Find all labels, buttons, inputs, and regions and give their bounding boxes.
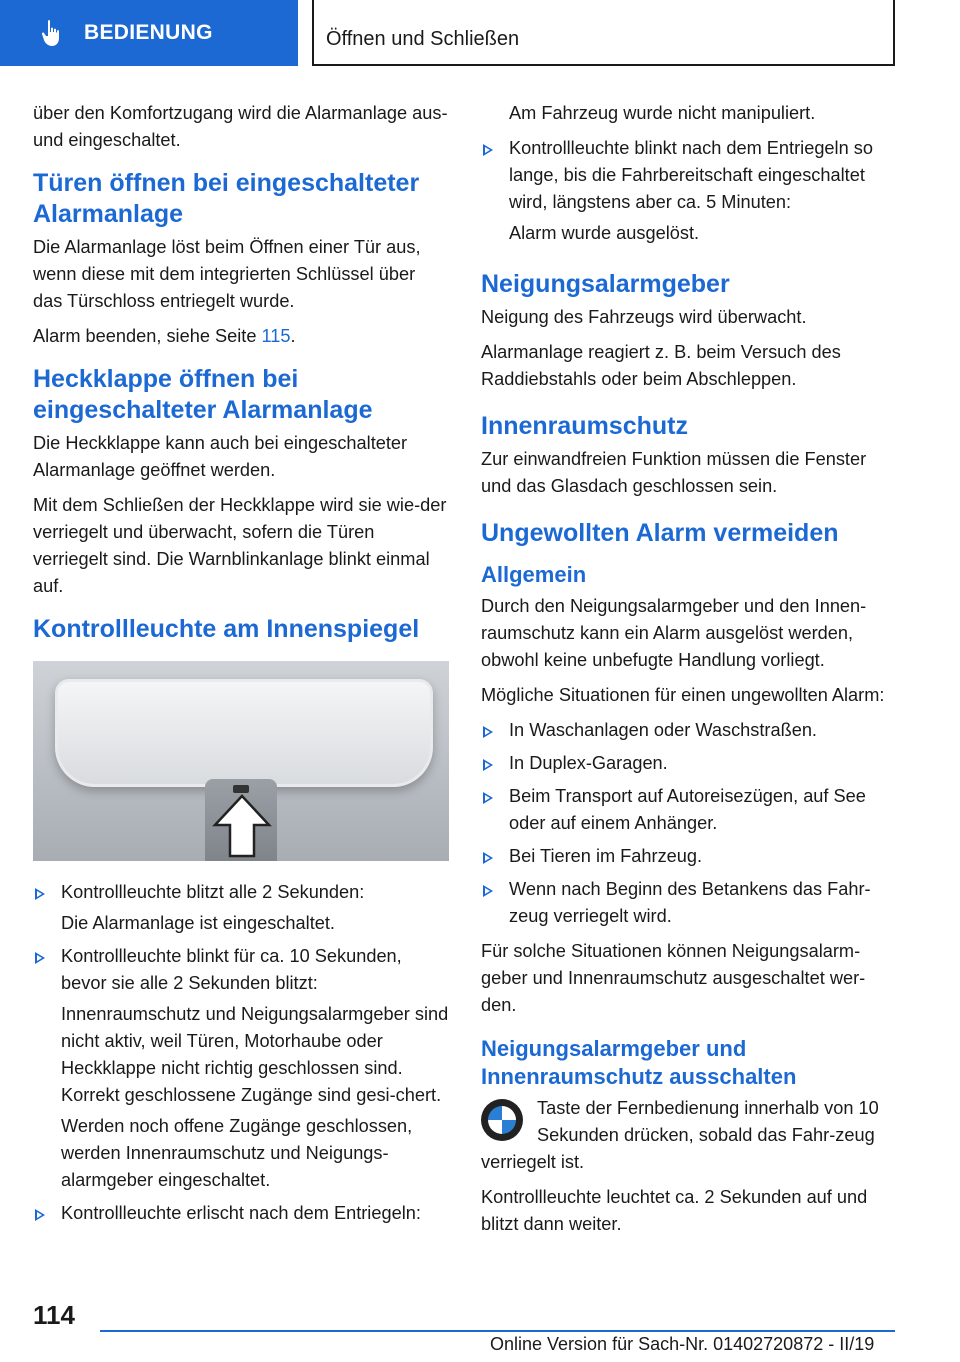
paragraph: Mit dem Schließen der Heckklappe wird sie wie-der verriegelt und überwacht, sofern die Türen verriegelt sind. Die Warnblinkanlage blinkt einmal auf. bbox=[33, 495, 447, 596]
list-item bbox=[33, 1200, 449, 1227]
paragraph: Kontrollleuchte leuchtet ca. 2 Sekunden auf und blitzt dann weiter. bbox=[481, 1187, 868, 1234]
section-title: Öffnen und Schließen bbox=[326, 28, 520, 50]
heading-indicator-mirror: Kontrollleuchte am Innenspiegel bbox=[33, 615, 420, 643]
hand-pointer-icon bbox=[40, 19, 64, 47]
item-text: In Duplex-Garagen. bbox=[509, 753, 668, 773]
page-link-115[interactable]: 115 bbox=[261, 326, 291, 346]
mirror-glass bbox=[55, 679, 433, 787]
chapter-tab bbox=[0, 0, 298, 66]
paragraph: Alarmanlage reagiert z. B. beim Versuch des Raddiebstahls oder beim Abschleppen. bbox=[481, 342, 841, 389]
list-item bbox=[481, 843, 895, 870]
footer-version: Online Version für Sach-Nr. 01402720872 - II/19 bbox=[490, 1334, 875, 1354]
indicator-list-cont bbox=[481, 135, 895, 247]
heading-doors-open: Türen öffnen bei eingeschalteter Alarmanlage bbox=[33, 169, 420, 228]
subheading-general: Allgemein bbox=[481, 562, 587, 587]
triangle-bullet-icon bbox=[483, 885, 493, 897]
item-text: Beim Transport auf Autoreisezügen, auf See oder auf einem Anhänger. bbox=[509, 786, 866, 833]
key-instruction: Taste der Fernbedienung innerhalb von 10 Sekunden drücken, sobald das Fahr-zeug verriegelt ist. bbox=[481, 1098, 879, 1172]
list-item bbox=[481, 783, 895, 837]
triangle-bullet-icon bbox=[35, 888, 45, 900]
list-item bbox=[481, 135, 895, 247]
heading-tailgate-open: Heckklappe öffnen bei eingeschalteter Alarmanlage bbox=[33, 365, 373, 424]
right-column bbox=[481, 100, 895, 1246]
mirror-illustration bbox=[33, 661, 449, 861]
paragraph: Mögliche Situationen für einen ungewollten Alarm: bbox=[481, 685, 885, 705]
header-divider bbox=[312, 0, 314, 66]
list-item bbox=[33, 879, 449, 937]
item-text: Kontrollleuchte blinkt für ca. 10 Sekunden, bevor sie alle 2 Sekunden blitzt: bbox=[61, 946, 402, 993]
paragraph: Durch den Neigungsalarmgeber und den Innen-raumschutz kann ein Alarm ausgelöst werden, obwohl keine unbefugte Handlung vorliegt. bbox=[481, 596, 867, 670]
item-text: Bei Tieren im Fahrzeug. bbox=[509, 846, 703, 866]
arrow-up-icon bbox=[211, 793, 273, 859]
item-text: In Waschanlagen oder Waschstraßen. bbox=[509, 720, 817, 740]
item-result: Die Alarmanlage ist eingeschaltet. bbox=[61, 913, 335, 933]
chapter-label: BEDIENUNG bbox=[84, 21, 213, 44]
item-result: Werden noch offene Zugänge geschlossen, werden Innenraumschutz und Neigungs-alarmgeber eingeschaltet. bbox=[61, 1116, 413, 1190]
paragraph: Für solche Situationen können Neigungsalarm-geber und Innenraumschutz ausgeschaltet wer-den. bbox=[481, 941, 866, 1015]
header-underline bbox=[312, 64, 895, 66]
indicator-list bbox=[33, 879, 449, 1227]
heading-tilt-sensor: Neigungsalarmgeber bbox=[481, 270, 730, 298]
triangle-bullet-icon bbox=[35, 952, 45, 964]
list-item bbox=[33, 943, 449, 1194]
paragraph-remote-key bbox=[481, 1095, 895, 1176]
paragraph: Neigung des Fahrzeugs wird überwacht. bbox=[481, 307, 807, 327]
bmw-logo-key-icon bbox=[481, 1099, 523, 1141]
paragraph: Zur einwandfreien Funktion müssen die Fenster und das Glasdach geschlossen sein. bbox=[481, 449, 867, 496]
heading-interior-protection: Innenraumschutz bbox=[481, 412, 688, 440]
item-text: Kontrollleuchte blinkt nach dem Entriegeln so lange, bis die Fahrbereitschaft eingeschaltet wird, längstens aber ca. 5 Minuten: bbox=[509, 138, 873, 212]
item-result: Innenraumschutz und Neigungsalarmgeber sind nicht aktiv, weil Türen, Motorhaube oder Heckklappe nicht richtig geschlossen sind. Korrekt geschlossene Zugänge sind gesi-chert. bbox=[61, 1004, 449, 1105]
item-result: Alarm wurde ausgelöst. bbox=[509, 223, 700, 243]
triangle-bullet-icon bbox=[35, 1209, 45, 1221]
triangle-bullet-icon bbox=[483, 759, 493, 771]
paragraph: Die Heckklappe kann auch bei eingeschalteter Alarmanlage geöffnet werden. bbox=[33, 433, 408, 480]
subheading-disable-sensors: Neigungsalarmgeber und Innenraumschutz ausschalten bbox=[481, 1036, 797, 1089]
indicator-led bbox=[233, 785, 249, 793]
page-number: 114 bbox=[33, 1300, 75, 1330]
list-item bbox=[481, 876, 895, 930]
left-column bbox=[33, 100, 449, 1235]
situations-list bbox=[481, 717, 895, 930]
header-divider-right bbox=[893, 0, 895, 66]
paragraph: Die Alarmanlage löst beim Öffnen einer Tür aus, wenn diese mit dem integrierten Schlüssel über das Türschloss entriegelt wurde. bbox=[33, 237, 421, 311]
ref-suffix: . bbox=[290, 326, 296, 346]
item-text: Kontrollleuchte erlischt nach dem Entriegeln: bbox=[61, 1203, 421, 1223]
footer-rule bbox=[100, 1330, 895, 1332]
continued-result: Am Fahrzeug wurde nicht manipuliert. bbox=[509, 103, 816, 123]
ref-text: Alarm beenden, siehe Seite bbox=[33, 326, 262, 346]
page-header bbox=[0, 0, 960, 66]
list-item bbox=[481, 717, 895, 744]
triangle-bullet-icon bbox=[483, 792, 493, 804]
paragraph-page-ref bbox=[33, 323, 449, 350]
list-item bbox=[481, 750, 895, 777]
triangle-bullet-icon bbox=[483, 726, 493, 738]
intro-paragraph: über den Komfortzugang wird die Alarmanlage aus- und eingeschaltet. bbox=[33, 103, 448, 150]
item-text: Wenn nach Beginn des Betankens das Fahr-zeug verriegelt wird. bbox=[509, 879, 871, 926]
triangle-bullet-icon bbox=[483, 144, 493, 156]
item-text: Kontrollleuchte blitzt alle 2 Sekunden: bbox=[61, 882, 365, 902]
triangle-bullet-icon bbox=[483, 852, 493, 864]
heading-avoid-false-alarm: Ungewollten Alarm vermeiden bbox=[481, 519, 839, 547]
